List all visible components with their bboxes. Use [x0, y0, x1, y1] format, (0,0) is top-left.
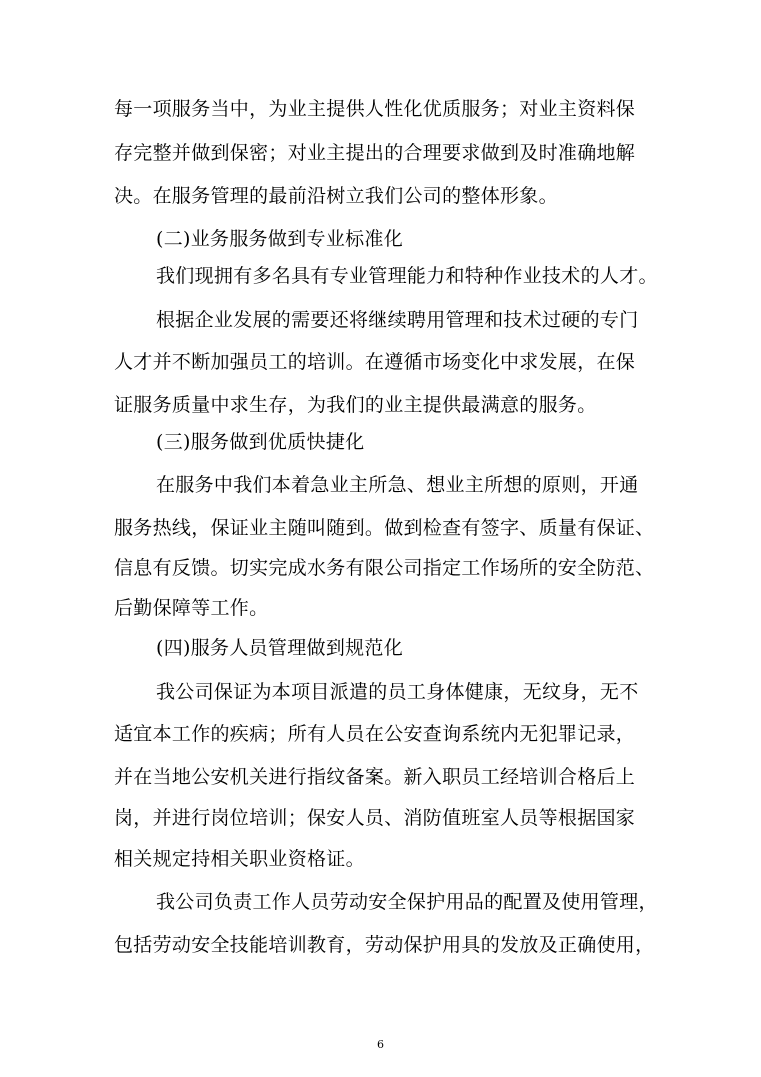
text-line: 包括劳动安全技能培训教育，劳动保护用具的发放及正确使用， — [114, 934, 655, 956]
section-heading: (三)服务做到优质快捷化 — [156, 431, 365, 453]
text-line: 我公司保证为本项目派遣的员工身体健康，无纹身，无不 — [156, 681, 639, 703]
text-line: 存完整并做到保密；对业主提出的合理要求做到及时准确地解 — [114, 142, 636, 164]
text-line: 服务热线，保证业主随叫随到。做到检查有签字、质量有保证、 — [114, 517, 655, 539]
text-line: 在服务中我们本着急业主所急、想业主所想的原则，开通 — [156, 474, 639, 496]
text-line: 适宜本工作的疾病；所有人员在公安查询系统内无犯罪记录， — [114, 723, 636, 745]
page-number: 6 — [377, 1038, 384, 1051]
text-line: 并在当地公安机关进行指纹备案。新入职员工经培训合格后上 — [114, 766, 636, 788]
text-line: 信息有反馈。切实完成水务有限公司指定工作场所的安全防范、 — [114, 557, 655, 579]
text-line: 岗，并进行岗位培训；保安人员、消防值班室人员等根据国家 — [114, 807, 636, 829]
section-heading: (二)业务服务做到专业标准化 — [156, 228, 404, 250]
text-line: 根据企业发展的需要还将继续聘用管理和技术过硬的专门 — [156, 309, 639, 331]
text-line: 人才并不断加强员工的培训。在遵循市场变化中求发展，在保 — [114, 351, 636, 373]
text-line: 我们现拥有多名具有专业管理能力和特种作业技术的人才。 — [156, 265, 658, 287]
text-line: 后勤保障等工作。 — [114, 597, 269, 619]
section-heading: (四)服务人员管理做到规范化 — [156, 637, 404, 659]
text-line: 每一项服务当中，为业主提供人性化优质服务；对业主资料保 — [114, 98, 636, 120]
text-line: 相关规定持相关职业资格证。 — [114, 848, 365, 870]
text-line: 决。在服务管理的最前沿树立我们公司的整体形象。 — [114, 185, 558, 207]
text-line: 我公司负责工作人员劳动安全保护用品的配置及使用管理， — [156, 891, 658, 913]
text-line: 证服务质量中求生存，为我们的业主提供最满意的服务。 — [114, 394, 597, 416]
